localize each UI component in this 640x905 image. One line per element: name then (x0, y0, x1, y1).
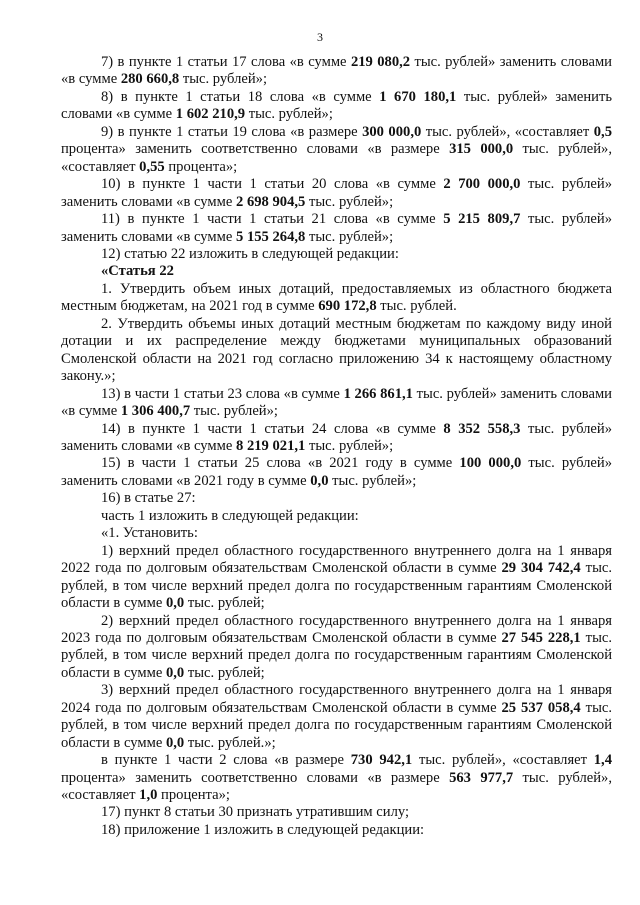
paragraph (61, 421, 612, 456)
text-run: тыс. рублей», «составляет (61, 769, 612, 804)
paragraph (61, 386, 612, 421)
text-run: тыс. рублей», «составляет (61, 141, 612, 175)
bold-text: 1,4 (593, 752, 612, 769)
paragraph (61, 682, 612, 752)
bold-text: 0,0 (165, 734, 185, 751)
bold-text: 280 660,8 (120, 71, 180, 88)
text-run: 1. Утвердить объем иных дотаций, предоставляемых из областного бюджета местным бюджетам, на 2021 год в сумме (61, 280, 612, 315)
text-run: 7) в пункте 1 статьи 17 слова «в сумме (101, 54, 351, 70)
text-run: тыс. рублей» заменить словами «в сумме (61, 420, 612, 454)
text-run: тыс. рублей», «составляет (412, 752, 594, 769)
text-run: тыс. рублей» заменить словами «в сумме (61, 385, 612, 420)
text-run: 9) в пункте 1 статьи 19 слова «в размере (101, 123, 363, 140)
text-run: тыс. рублей» заменить словами «в сумме (61, 54, 612, 88)
paragraph (61, 316, 612, 386)
bold-text: 2 700 000,0 (443, 176, 521, 193)
text-run: тыс. рублей»; (305, 437, 394, 454)
text-run: 2) верхний предел областного государственного внутреннего долга на 1 января 2023 года по долговым обязательствам Смоленской области в сумме (61, 612, 612, 646)
text-run: тыс. рублей», «составляет (421, 123, 594, 140)
paragraph (61, 508, 612, 525)
bold-text: 1 670 180,1 (379, 88, 457, 105)
bold-text: 0,5 (593, 123, 612, 140)
bold-text: 25 537 058,4 (501, 699, 581, 716)
text-run: в пункте 1 части 2 слова «в размере (101, 752, 351, 769)
bold-text: 29 304 742,4 (501, 560, 581, 577)
bold-text: 300 000,0 (362, 123, 422, 140)
paragraph (61, 89, 612, 124)
text-run: тыс. рублей» заменить словами «в сумме (61, 176, 612, 210)
document-body (61, 54, 612, 839)
text-run: 3) верхний предел областного государственного внутреннего долга на 1 января 2024 года по долговым обязательствам Смоленской области в сумме (61, 682, 612, 716)
text-run: тыс. рублей; (184, 664, 265, 681)
paragraph (61, 490, 612, 507)
text-run: 15) в части 1 статьи 25 слова «в 2021 году в сумме (101, 455, 460, 472)
page-number: 3 (317, 30, 323, 44)
text-run: тыс. рублей; (184, 595, 265, 612)
bold-text: 5 215 809,7 (443, 211, 521, 228)
bold-text: 219 080,2 (350, 54, 411, 70)
text-run: процента» заменить соответственно словами «в размере (61, 141, 450, 158)
text-run: тыс. рублей»; (328, 472, 417, 489)
paragraph (61, 211, 612, 246)
text-run: 18) приложение 1 изложить в следующей редакции: (101, 821, 425, 838)
bold-text: 5 155 264,8 (236, 228, 306, 245)
text-run: тыс. рублей»; (305, 228, 394, 245)
paragraph (61, 804, 612, 821)
bold-text: 100 000,0 (459, 455, 522, 472)
text-run: часть 1 изложить в следующей редакции: (101, 507, 359, 524)
bold-text: 730 942,1 (350, 752, 413, 769)
text-run: тыс. рублей, в том числе верхний предел долга по государственным гарантиям Смоленской области в сумме (61, 560, 612, 612)
bold-text: 1 602 210,9 (175, 106, 246, 123)
text-run: тыс. рублей, в том числе верхний предел долга по государственным гарантиям Смоленской области в сумме (61, 699, 612, 751)
text-run: 2. Утвердить объемы иных дотаций местным бюджетам по каждому виду иной дотации и их распределение между бюджетами муниципальных образований Смоленской области на 2021 год согласно приложению 34 к настоящему областному закону.»; (61, 315, 612, 385)
paragraph (61, 176, 612, 211)
bold-text: 315 000,0 (449, 141, 514, 158)
bold-text: 1 266 861,1 (343, 385, 413, 402)
bold-text: 690 172,8 (318, 298, 377, 315)
paragraph (61, 124, 612, 176)
bold-text: 8 219 021,1 (236, 437, 306, 454)
bold-text: «Статья 22 (101, 263, 174, 280)
text-run: 12) статью 22 изложить в следующей редакции: (101, 245, 399, 262)
text-run: 14) в пункте 1 части 1 статьи 24 слова «в сумме (101, 420, 444, 437)
text-run: тыс. рублей. (376, 298, 457, 315)
text-run: тыс. рублей.»; (184, 734, 276, 751)
bold-text: 8 352 558,3 (443, 420, 521, 437)
bold-text: 27 545 228,1 (501, 629, 581, 646)
paragraph (61, 246, 612, 263)
text-run: 16) в статье 27: (101, 490, 196, 507)
bold-text: 0,0 (165, 595, 185, 612)
text-run: процента»; (164, 158, 238, 175)
paragraph (61, 822, 612, 839)
text-run: процента» заменить соответственно словами «в размере (61, 769, 450, 786)
paragraph (61, 455, 612, 490)
text-run: 17) пункт 8 статьи 30 признать утратившим силу; (101, 804, 410, 821)
text-run: тыс. рублей»; (305, 193, 394, 210)
text-run: 1) верхний предел областного государственного внутреннего долга на 1 января 2022 года по долговым обязательствам Смоленской области в сумме (61, 542, 612, 577)
paragraph (61, 613, 612, 683)
text-run: тыс. рублей»; (245, 106, 333, 123)
text-run: 10) в пункте 1 части 1 статьи 20 слова «в сумме (101, 176, 444, 193)
paragraph (61, 525, 612, 542)
text-run: 13) в части 1 статьи 23 слова «в сумме (101, 385, 344, 402)
text-run: 8) в пункте 1 статьи 18 слова «в сумме (101, 88, 380, 105)
paragraph (61, 281, 612, 316)
text-run: тыс. рублей» заменить словами «в 2021 году в сумме (61, 455, 613, 489)
paragraph (61, 263, 612, 280)
text-run: тыс. рублей» заменить словами «в сумме (61, 88, 612, 123)
text-run: «1. Установить: (101, 525, 198, 542)
paragraph (61, 752, 612, 804)
paragraph (61, 543, 612, 613)
text-run: тыс. рублей» заменить словами «в сумме (61, 211, 613, 245)
paragraph (61, 54, 612, 89)
bold-text: 0,0 (165, 664, 185, 681)
bold-text: 1 306 400,7 (120, 403, 191, 420)
text-run: процента»; (157, 787, 230, 804)
text-run: тыс. рублей»; (179, 71, 268, 88)
bold-text: 2 698 904,5 (236, 193, 306, 210)
text-run: тыс. рублей, в том числе верхний предел долга по государственным гарантиям Смоленской области в сумме (61, 629, 612, 681)
text-run: 11) в пункте 1 части 1 статьи 21 слова «в сумме (101, 211, 444, 228)
bold-text: 0,0 (310, 472, 329, 489)
bold-text: 0,55 (139, 158, 165, 175)
text-run: тыс. рублей»; (190, 403, 278, 420)
bold-text: 1,0 (139, 787, 158, 804)
bold-text: 563 977,7 (449, 769, 514, 786)
